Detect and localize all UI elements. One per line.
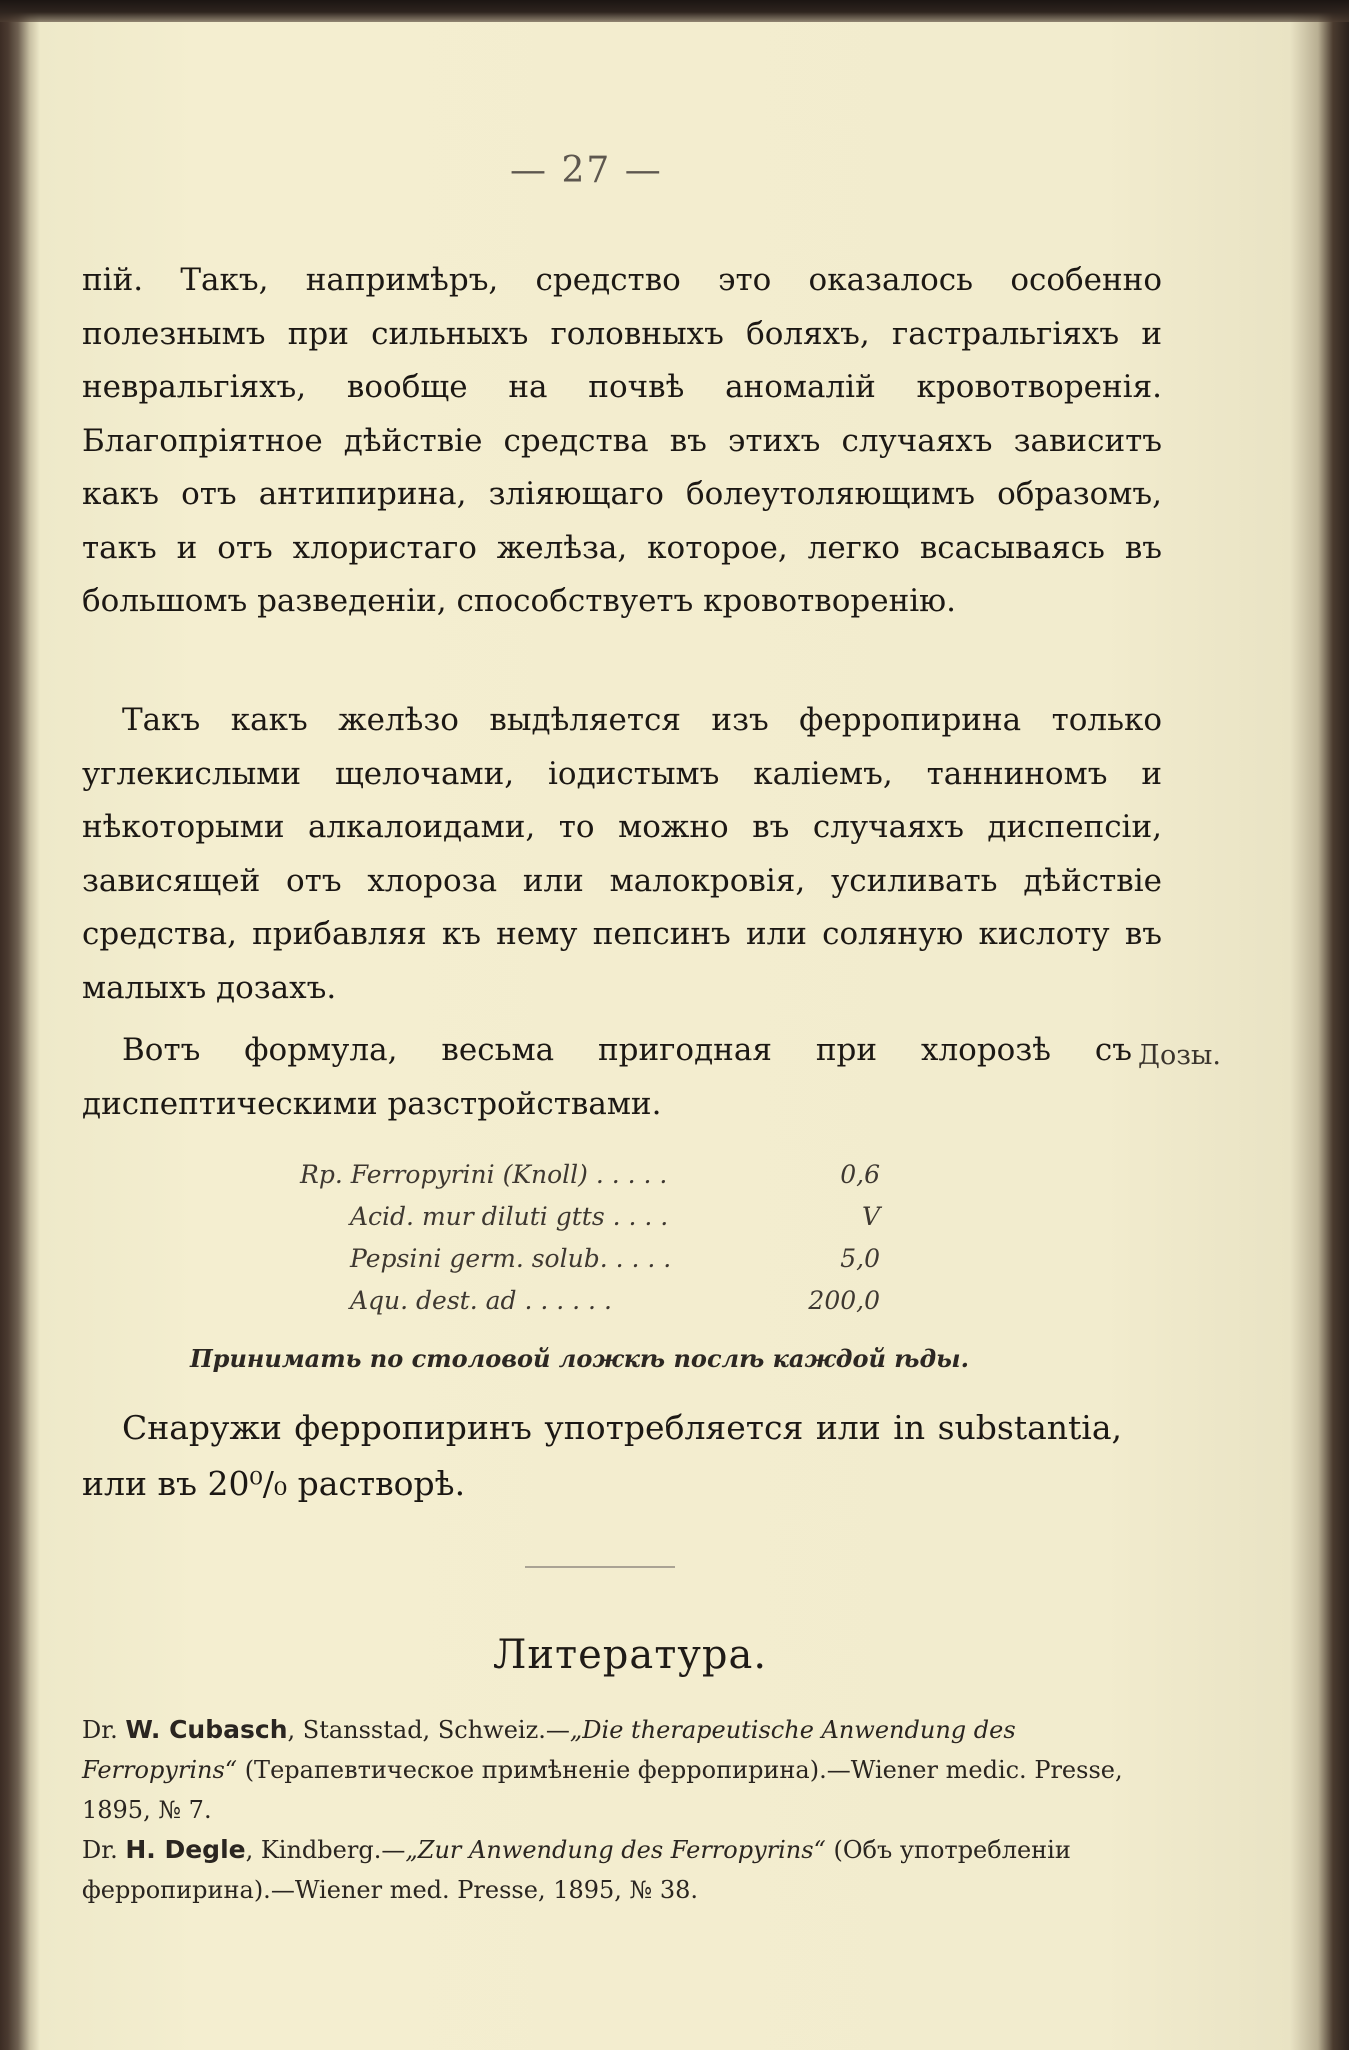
paragraph-2: Такъ какъ желѣзо выдѣляется изъ ферропирина только углекислыми щелочами, іодистымъ каліемъ, танниномъ и нѣкоторыми алкалоидами, то можно въ случаяхъ диспепсіи, зависящей отъ хлороза или малокровія, усиливать дѣйствіе средства, прибавляя къ нему пепсинъ или соляную кислоту въ малыхъ дозахъ. xyxy=(82,702,1162,1006)
prescription-ingredient: Pepsini germ. solub. . . . . xyxy=(350,1244,672,1273)
page-number: — 27 — xyxy=(510,150,663,191)
reference-text xyxy=(82,1716,1123,1824)
reference-place: , Kindberg.— xyxy=(245,1836,406,1864)
prescription-instruction: Принимать по столовой ложкѣ послѣ каждой ѣды. xyxy=(190,1344,969,1373)
paragraph-4: Снаружи ферропиринъ употребляется или in substantia, или въ 20⁰/₀ растворѣ. xyxy=(82,1408,1122,1503)
paragraph-3: Вотъ формула, весьма пригодная при хлорозѣ съ диспептическими разстройствами. xyxy=(82,1032,1132,1122)
prescription-dose: V xyxy=(861,1202,880,1231)
prescription-ingredient: Rp. Ferropyrini (Knoll) . . . . . xyxy=(300,1160,668,1189)
literature-reference xyxy=(82,1710,1162,1830)
prescription-dose: 5,0 xyxy=(840,1244,880,1273)
reference-title: „Zur Anwendung des Ferropyrins“ xyxy=(405,1836,826,1864)
prescription-line xyxy=(290,1154,880,1196)
reference-details: (Терапевтическое примѣненіе ферропирина).—Wiener medic. Presse, 1895, № 7. xyxy=(82,1756,1123,1824)
book-page xyxy=(40,22,1320,2050)
section-divider xyxy=(525,1566,675,1568)
reference-title: „Die therapeutische Anwendung des Ferropyrins“ xyxy=(82,1716,1016,1784)
prescription-line xyxy=(290,1196,880,1238)
reference-author: W. Cubasch xyxy=(125,1715,288,1744)
prescription-ingredient: Acid. mur diluti gtts . . . . xyxy=(350,1202,669,1231)
prescription-line xyxy=(290,1280,880,1322)
prescription-line xyxy=(290,1238,880,1280)
scan-top-edge xyxy=(0,0,1349,22)
reference-prefix: Dr. xyxy=(82,1836,126,1864)
paragraph-1: пій. Такъ, напримѣръ, средство это оказалось особенно полезнымъ при сильныхъ головныхъ боляхъ, гастральгіяхъ и невральгіяхъ, вообще на почвѣ аномалій кровотворенія. Благопріятное дѣйствіе средства въ этихъ случаяхъ зависитъ какъ отъ антипирина, зліяющаго болеутоляющимъ образомъ, такъ и отъ хлористаго желѣза, которое, легко всасываясь въ большомъ разведеніи, способствуетъ кровотворенію. xyxy=(82,262,1162,619)
reference-author: H. Degle xyxy=(125,1835,246,1864)
reference-details: (Объ употребленіи ферропирина).—Wiener med. Presse, 1895, № 38. xyxy=(82,1836,1071,1904)
literature-heading: Литература. xyxy=(492,1632,768,1678)
margin-note: Дозы. xyxy=(1138,1040,1222,1071)
prescription-ingredient: Aqu. dest. ad . . . . . . xyxy=(350,1286,612,1315)
prescription-dose: 200,0 xyxy=(808,1286,880,1315)
prescription xyxy=(290,1154,880,1322)
literature-reference xyxy=(82,1830,1162,1910)
reference-text xyxy=(82,1836,1071,1904)
reference-prefix: Dr. xyxy=(82,1716,126,1744)
prescription-dose: 0,6 xyxy=(840,1160,880,1189)
reference-place: , Stansstad, Schweiz.— xyxy=(287,1716,570,1744)
